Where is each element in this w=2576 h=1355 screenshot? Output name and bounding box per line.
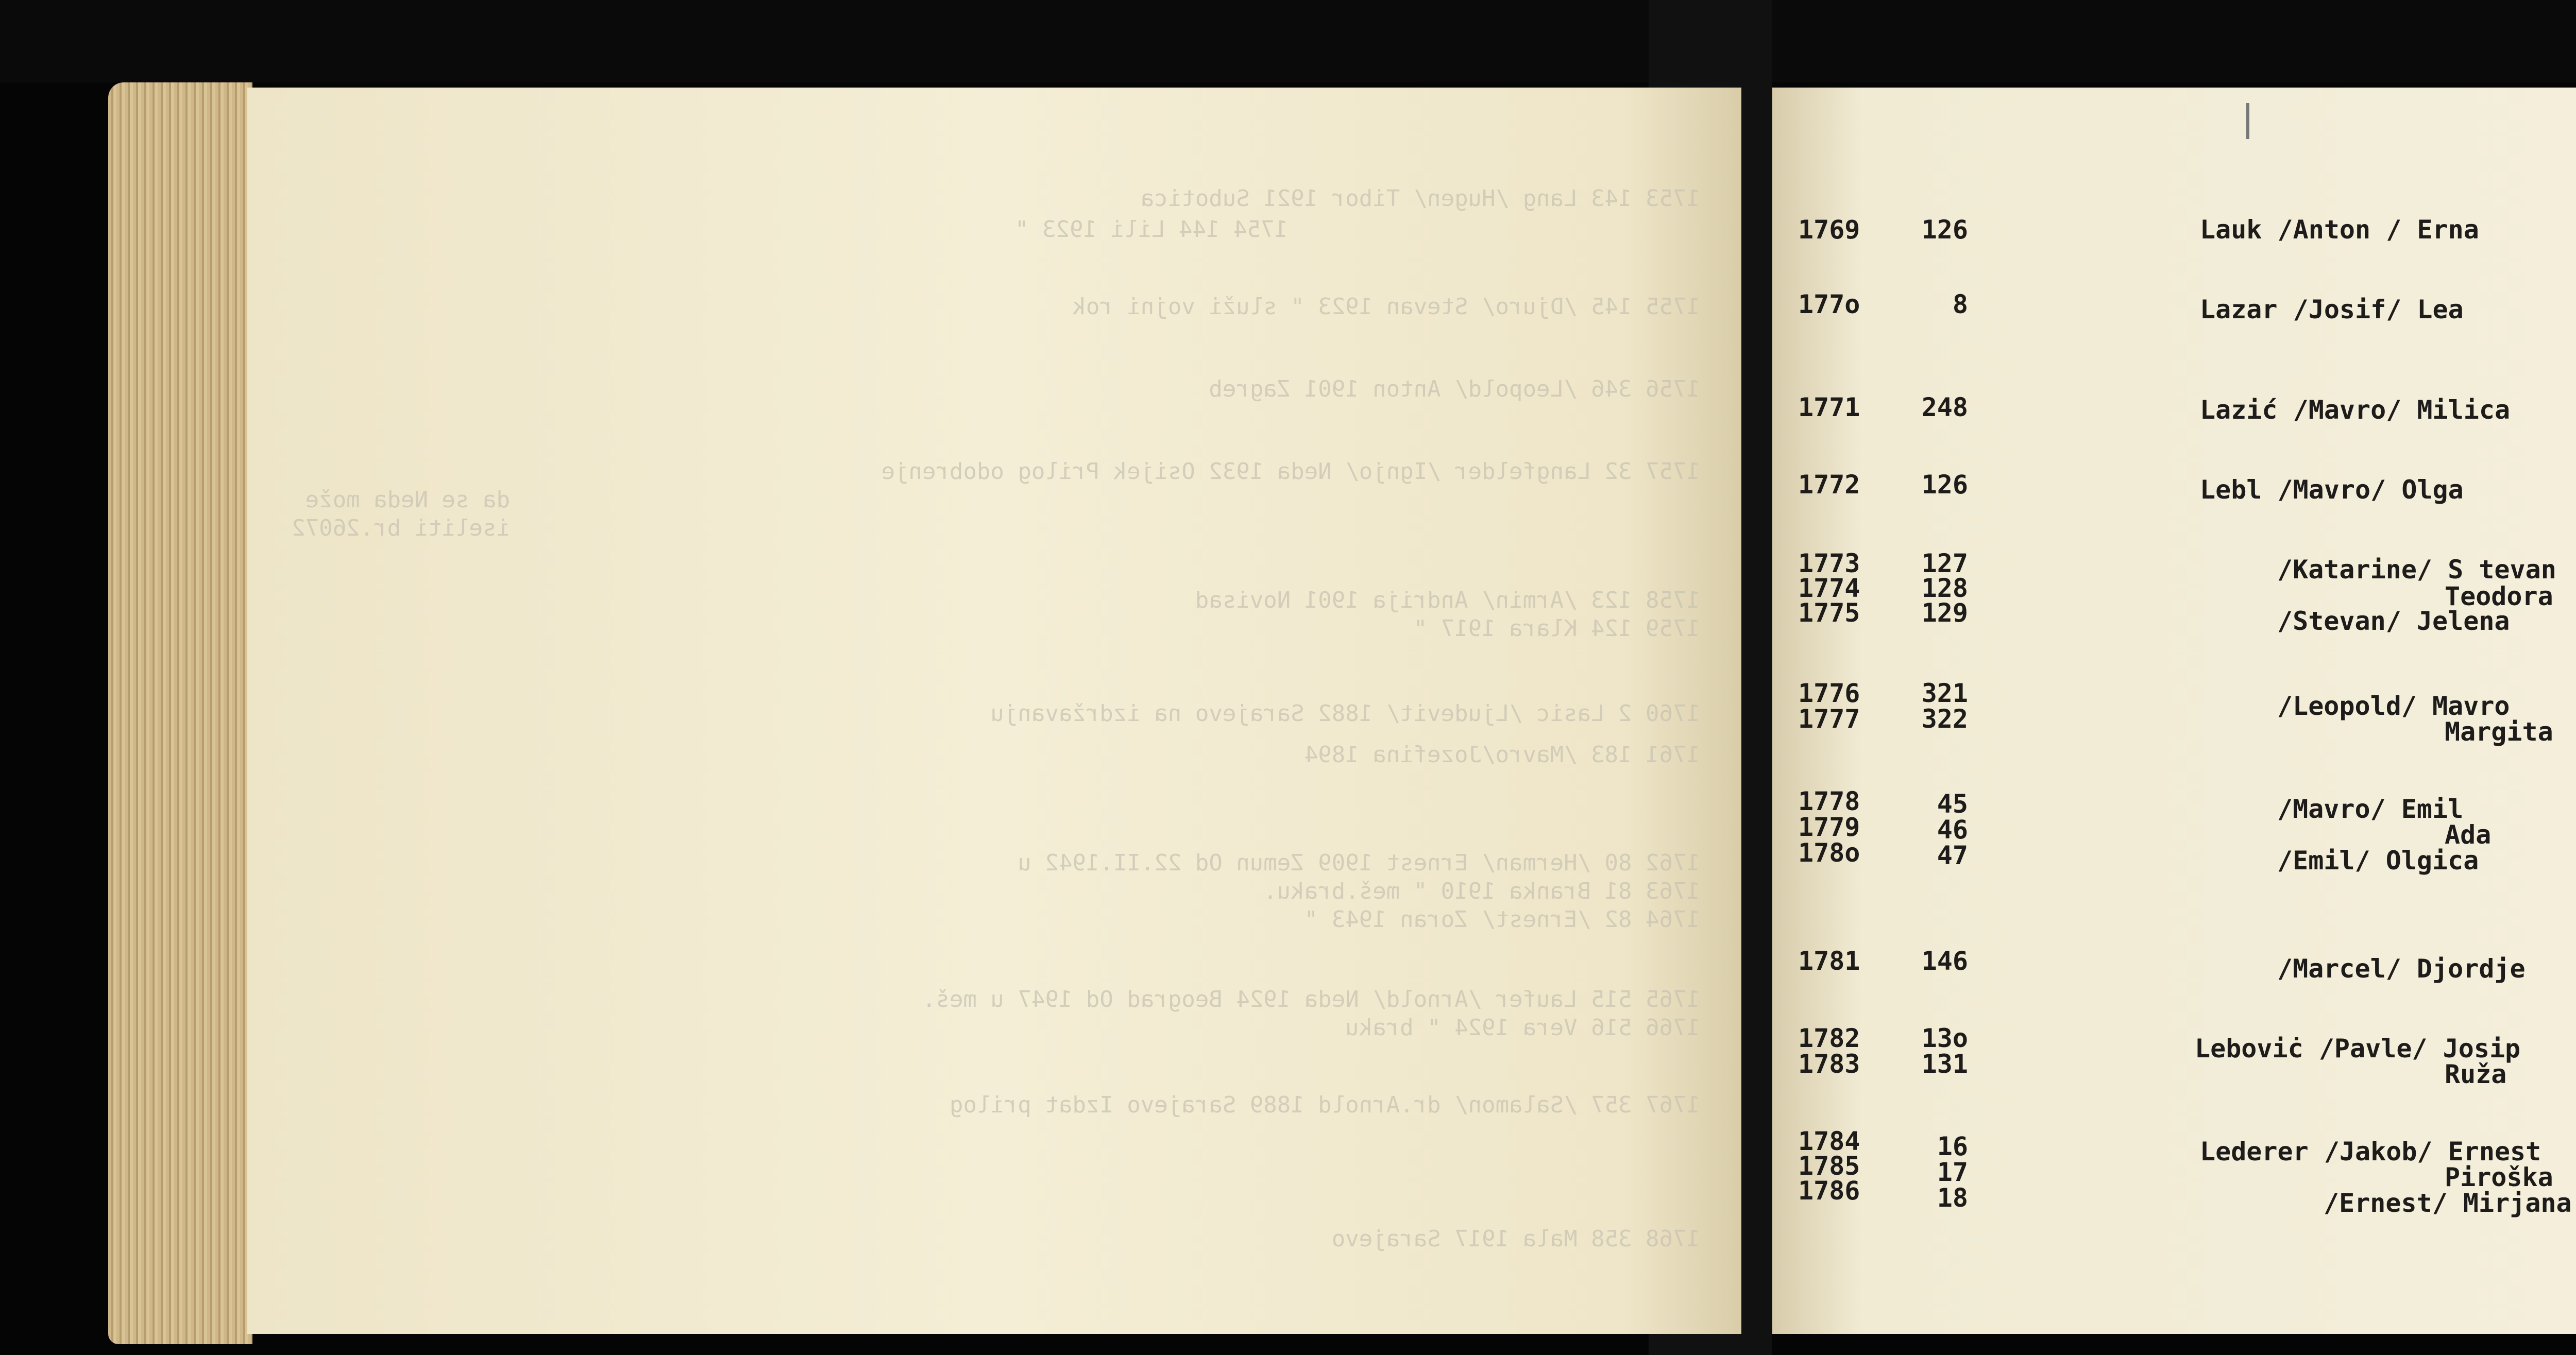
entry-name: /Ernest/ Mirjana <box>2324 1188 2572 1218</box>
entry-number: 1769 <box>1798 215 1860 245</box>
entry-ref: 16 <box>1937 1131 1968 1161</box>
entry-name: Lazar /Josif/ Lea <box>2200 295 2464 324</box>
entry-number: 1781 <box>1798 946 1860 976</box>
entry-ref: 8 <box>1952 289 1968 319</box>
entry-name: /Leopold/ Mavro <box>2277 691 2510 721</box>
entry-name: Leboviċ /Pavle/ Josip <box>2195 1034 2521 1064</box>
ghost-line: 1757 32 Langfelder /Ignjo/ Neda 1932 Osijek Prilog odobrenje <box>881 458 1700 485</box>
entry-name: Teodora <box>2445 581 2553 611</box>
entry-number: 1777 <box>1798 704 1860 734</box>
entry-ref: 146 <box>1921 946 1968 976</box>
entry-name: Ruža <box>2445 1059 2507 1089</box>
ghost-line: 1756 346 /Leopold/ Anton 1901 Zagreb <box>1209 376 1700 402</box>
entry-number: 1772 <box>1798 470 1860 500</box>
ghost-line: iseliti br.26072 <box>292 515 510 541</box>
entry-number: 1774 <box>1798 573 1860 603</box>
entry-number: 1773 <box>1798 548 1860 578</box>
entry-number: 1776 <box>1798 678 1860 708</box>
ghost-line: 1765 515 Laufer /Arnold/ Neda 1924 Beograd Od 1947 u meš. <box>922 986 1700 1013</box>
entry-name: Piroška <box>2445 1162 2553 1192</box>
entry-ref: 131 <box>1921 1049 1968 1079</box>
entry-name: /Katarine/ S tevan <box>2277 555 2556 585</box>
entry-ref: 17 <box>1937 1157 1968 1187</box>
entry-name: Ada <box>2445 820 2492 850</box>
entry-ref: 126 <box>1921 215 1968 245</box>
entry-number: 1771 <box>1798 392 1860 422</box>
entry-ref: 45 <box>1937 789 1968 819</box>
entry-ref: 126 <box>1921 470 1968 500</box>
entry-name: Lederer /Jakob/ Ernest <box>2200 1137 2541 1167</box>
entry-ref: 127 <box>1921 548 1968 578</box>
entry-name: Lauk /Anton / Erna <box>2200 215 2479 245</box>
entry-number: 178o <box>1798 838 1860 868</box>
entry-number: 1779 <box>1798 812 1860 842</box>
entry-ref: 18 <box>1937 1183 1968 1213</box>
ghost-line: 1758 123 /Armin/ Andrija 1901 Novisad <box>1195 587 1700 613</box>
entry-number: 1775 <box>1798 598 1860 628</box>
entry-name: /Emil/ Olgica <box>2277 846 2479 876</box>
ghost-line: 1753 143 Lang /Hugen/ Tibor 1921 Subotica <box>1140 185 1700 212</box>
entry-number: 177o <box>1798 289 1860 319</box>
ghost-line: 1759 124 Klara 1917 " <box>1413 615 1700 642</box>
entry-name: /Marcel/ Djordje <box>2277 954 2526 984</box>
ghost-line: 1764 82 /Ernest/ Zoran 1943 " <box>1304 906 1700 933</box>
entry-ref: 322 <box>1921 704 1968 734</box>
entry-number: 1785 <box>1798 1151 1860 1181</box>
entry-number: 1786 <box>1798 1176 1860 1206</box>
entry-number: 1783 <box>1798 1049 1860 1079</box>
entry-ref: 129 <box>1921 598 1968 628</box>
entry-number: 1782 <box>1798 1023 1860 1053</box>
ghost-line: 1766 516 Vera 1924 " braku <box>1345 1015 1700 1041</box>
ghost-line: 1755 145 /Djuro/ Stevan 1923 " služi vojni rok <box>1072 294 1700 320</box>
entry-name: /Mavro/ Emil <box>2277 794 2464 824</box>
ghost-line: 1760 2 Lasic /Ljudevit/ 1882 Sarajevo na izdržavanju <box>990 700 1700 727</box>
entry-name: Margita <box>2445 717 2553 747</box>
entry-ref: 13o <box>1921 1023 1968 1053</box>
ghost-line: 1762 80 /Herman/ Ernest 1909 Zemun Od 22.II.1942 u <box>1018 850 1700 876</box>
ghost-line: 1768 358 Mala 1917 Sarajevo <box>1331 1226 1700 1252</box>
entry-ref: 46 <box>1937 815 1968 845</box>
entry-ref: 321 <box>1921 678 1968 708</box>
entry-name: /Stevan/ Jelena <box>2277 606 2510 636</box>
ghost-line: 1767 357 /Salamon/ dr.Arnold 1889 Sarajevo Izdat prilog <box>950 1092 1700 1118</box>
ghost-line: 1761 183 /Mavro/Jozefina 1894 <box>1304 742 1700 768</box>
ghost-line: 1754 144 Lili 1923 " <box>1015 216 1288 243</box>
entry-name: Lazić /Mavro/ Milica <box>2200 395 2511 425</box>
entry-ref: 128 <box>1921 573 1968 603</box>
entry-name: Lebl /Mavro/ Olga <box>2200 475 2464 505</box>
entry-number: 1784 <box>1798 1126 1860 1156</box>
entry-ref: 248 <box>1921 392 1968 422</box>
entry-ref: 47 <box>1937 841 1968 870</box>
ghost-line: 1763 81 Branka 1910 " meš.braku. <box>1263 878 1700 904</box>
entry-number: 1778 <box>1798 786 1860 816</box>
ghost-line: da se Neda može <box>305 487 510 513</box>
